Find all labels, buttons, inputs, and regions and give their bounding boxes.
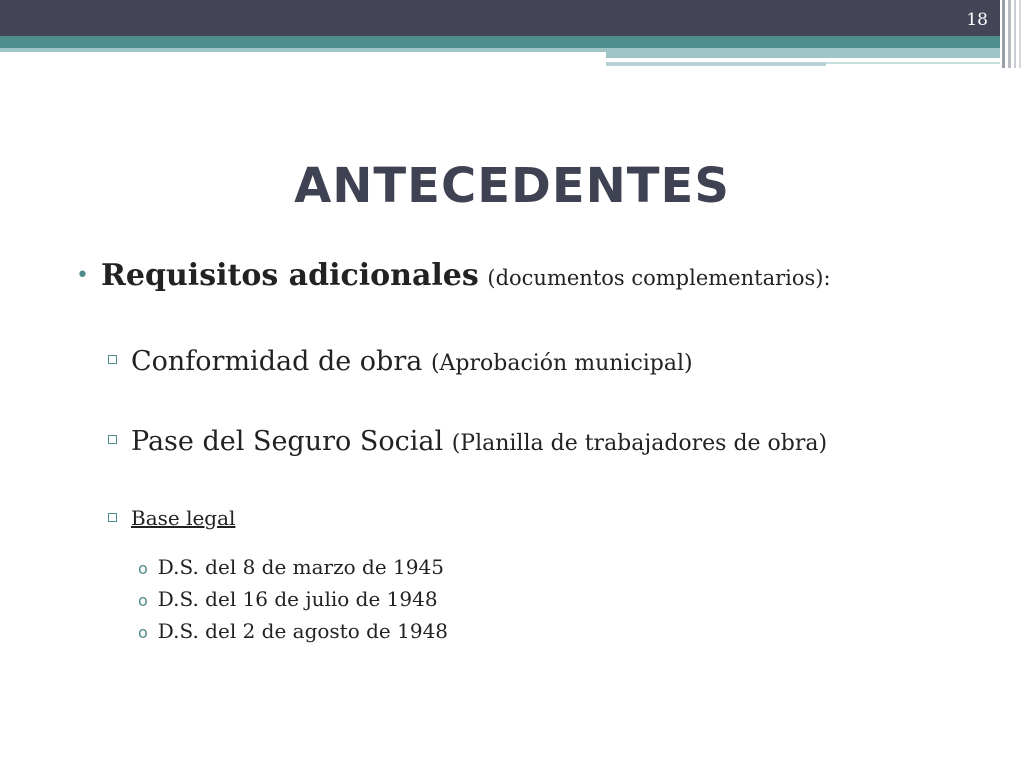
sub-item-note: (Aprobación municipal) — [430, 351, 693, 376]
square-bullet-icon — [108, 513, 117, 522]
bullet-icon: • — [76, 263, 89, 288]
legal-basis-item — [138, 587, 438, 611]
header-light-band — [0, 48, 606, 52]
square-bullet-icon — [108, 355, 117, 364]
legal-basis-item — [138, 555, 444, 579]
slide-title: ANTECEDENTES — [294, 158, 730, 214]
square-bullet-icon — [108, 435, 117, 444]
header-light-band — [606, 62, 826, 66]
main-bullet-note: (documentos complementarios): — [487, 266, 831, 290]
header-teal-band — [0, 36, 1000, 48]
legal-basis-item — [138, 619, 448, 643]
header-light-band — [826, 62, 1000, 64]
header-dark-band — [0, 0, 1000, 36]
sub-item — [108, 506, 235, 530]
header-light-band — [606, 48, 1000, 58]
header-vertical-bar — [1002, 0, 1005, 68]
main-bullet-bold: Requisitos adicionales — [100, 258, 479, 293]
sub-item — [108, 426, 827, 457]
header-vertical-bar — [1019, 0, 1021, 68]
circle-bullet-icon: o — [138, 559, 148, 578]
sub-item-text: Conformidad de obra — [131, 346, 423, 377]
legal-basis-text: D.S. del 16 de julio de 1948 — [157, 587, 438, 611]
circle-bullet-icon: o — [138, 623, 148, 642]
header-vertical-bar — [1008, 0, 1011, 68]
main-bullet — [76, 258, 831, 293]
header-vertical-bar — [1014, 0, 1016, 68]
sub-item-note: (Planilla de trabajadores de obra) — [451, 431, 828, 456]
sub-item-text: Base legal — [131, 506, 236, 530]
sub-item — [108, 346, 693, 377]
legal-basis-text: D.S. del 8 de marzo de 1945 — [157, 555, 444, 579]
sub-item-text: Pase del Seguro Social — [131, 426, 444, 457]
circle-bullet-icon: o — [138, 591, 148, 610]
page-number: 18 — [966, 10, 988, 30]
legal-basis-text: D.S. del 2 de agosto de 1948 — [157, 619, 449, 643]
